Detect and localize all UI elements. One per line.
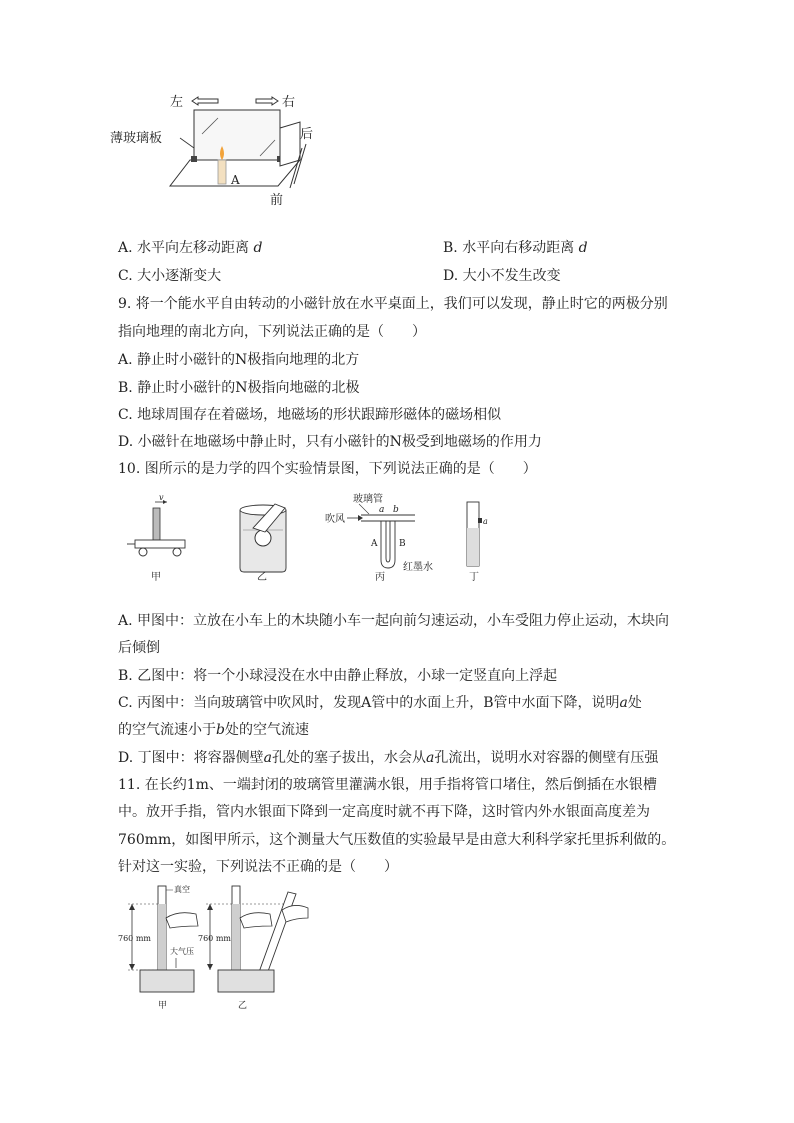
label-blow: 吹风	[325, 514, 345, 525]
label-left: 左	[170, 95, 184, 110]
q10-option-c-line2: 的空气流速小于b处的空气流速	[118, 722, 309, 738]
q8-option-a: A. 水平向左移动距离 d	[118, 240, 263, 256]
hand-icon	[240, 913, 272, 928]
figure-yi-torricelli	[198, 886, 308, 1011]
candle	[218, 160, 226, 184]
label-v: v	[159, 493, 164, 502]
q10-option-a-line1: A. 甲图中：立放在小车上的木块随小车一起向前匀速运动，小车受阻力停止运动，木块向	[118, 613, 670, 629]
figure-bing-utube	[325, 492, 433, 583]
figure-jia-cart	[127, 493, 185, 583]
mercury-trough	[218, 970, 274, 992]
q11-stem-line2: 中。放开手指，管内水银面下降到一定高度时就不再下降，这时管内外水银面高度差为	[118, 804, 650, 820]
q10-stem: 10. 图所示的是力学的四个实验情景图，下列说法正确的是（ ）	[118, 461, 537, 477]
label-red-ink: 红墨水	[403, 562, 433, 573]
q10-option-c-line1: C. 丙图中：当向玻璃管中吹风时，发现A管中的水面上升，B管中水面下降，说明a处	[118, 695, 642, 711]
mercury-trough	[140, 970, 194, 992]
label-760-yi: 760 mm	[198, 934, 231, 943]
label-glass-tube: 玻璃管	[353, 494, 383, 505]
arrow-right-icon	[256, 97, 278, 105]
q9-option-a: A. 静止时小磁针的N极指向地理的北方	[118, 352, 360, 368]
q10-figure	[125, 490, 505, 585]
label-bing: 丙	[375, 572, 385, 583]
side-board	[280, 122, 300, 166]
label-jia: 甲	[151, 572, 161, 583]
label-glass: 薄玻璃板	[110, 131, 163, 146]
arrow-left-icon	[192, 97, 218, 105]
label-jia-11: 甲	[158, 1001, 168, 1011]
q9-option-c: C. 地球周围存在着磁场，地磁场的形状跟蹄形磁体的磁场相似	[118, 407, 502, 423]
label-b: b	[393, 505, 399, 515]
q9-option-b: B. 静止时小磁针的N极指向地磁的北极	[118, 380, 360, 396]
figure-jia-torricelli	[118, 884, 198, 1011]
q10-option-d: D. 丁图中：将容器侧壁a孔处的塞子拔出，水会从a孔流出，说明水对容器的侧壁有压强	[118, 750, 659, 766]
hand-icon	[166, 913, 198, 928]
q8-option-c: C. 大小逐渐变大	[118, 268, 222, 284]
label-ding: 丁	[469, 572, 479, 583]
q9-stem-line1: 9. 将一个能水平自由转动的小磁针放在水平桌面上，我们可以发现，静止时它的两极分别	[118, 296, 668, 312]
label-A: A	[371, 539, 378, 549]
label-B: B	[399, 539, 406, 549]
q8-option-d: D. 大小不发生改变	[443, 268, 561, 284]
q8-option-b: B. 水平向右移动距离 d	[443, 240, 588, 256]
q8-figure	[110, 88, 330, 213]
q10-option-b: B. 乙图中：将一个小球浸没在水中由静止释放，小球一定竖直向上浮起	[118, 668, 558, 684]
label-a: a	[379, 505, 385, 515]
q9-option-d: D. 小磁针在地磁场中静止时，只有小磁针的N极受到地磁场的作用力	[118, 434, 542, 450]
label-right: 右	[282, 95, 296, 110]
label-front: 前	[270, 193, 284, 208]
figure-yi-beaker	[240, 504, 286, 583]
label-atm: 大气压	[170, 947, 194, 956]
q11-stem-line3: 760mm，如图甲所示，这个测量大气压数值的实验最早是由意大利科学家托里拆利做的。	[118, 832, 676, 848]
label-hole-a: a	[483, 517, 488, 526]
label-vacuum: 真空	[174, 885, 190, 894]
label-yi: 乙	[257, 572, 267, 583]
figure-ding-container	[467, 502, 488, 583]
q9-stem-line2: 指向地理的南北方向，下列说法正确的是（ ）	[118, 324, 426, 340]
glass-plate	[194, 110, 280, 160]
q10-option-a-line2: 后倾倒	[118, 640, 160, 656]
label-candle: A	[231, 173, 240, 187]
q11-stem-line1: 11. 在长约1m、一端封闭的玻璃管里灌满水银，用手指将管口堵住，然后倒插在水银槽	[118, 777, 657, 793]
q11-figure	[118, 882, 318, 1012]
label-760-jia: 760 mm	[118, 934, 151, 943]
label-back: 后	[300, 127, 314, 142]
hand-icon	[282, 905, 308, 922]
label-yi-11: 乙	[238, 1001, 248, 1011]
q11-stem-line4: 针对这一实验，下列说法不正确的是（ ）	[118, 859, 398, 875]
